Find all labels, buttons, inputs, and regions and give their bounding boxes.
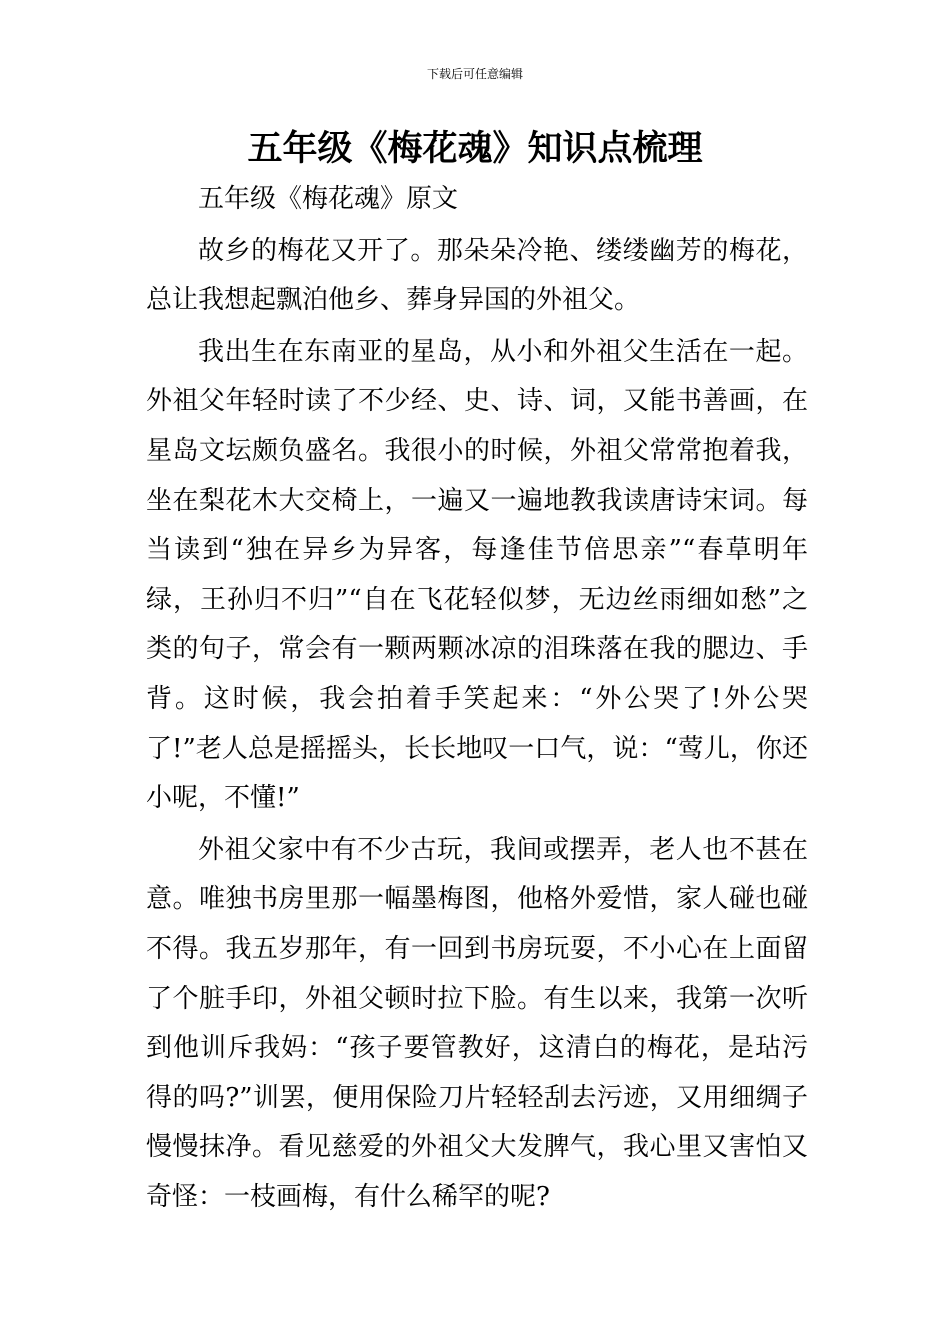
paragraph: 我出生在东南亚的星岛，从小和外祖父生活在一起。外祖父年轻时读了不少经、史、诗、词，又能书善画，在星岛文坛颇负盛名。我很小的时候，外祖父常常抱着我，坐在梨花木大交椅上，一遍又一遍地教我读唐诗宋词。每当读到“独在异乡为异客，每逢佳节倍思亲”“春草明年绿，王孙归不归”“自在飞花轻似梦，无边丝雨细如愁”之类的句子，常会有一颗两颗冰凉的泪珠落在我的腮边、手背。这时候，我会拍着手笑起来：“外公哭了!外公哭了!”老人总是摇摇头，长长地叹一口气，说：“莺儿，你还小呢，不懂!”: [146, 336, 808, 814]
document-subtitle: 五年级《梅花魂》原文: [198, 184, 459, 214]
document-body: [146, 175, 808, 1222]
document-title: 五年级《梅花魂》知识点梳理: [247, 129, 703, 169]
paragraph: 外祖父家中有不少古玩，我间或摆弄，老人也不甚在意。唯独书房里那一幅墨梅图，他格外爱惜，家人碰也碰不得。我五岁那年，有一回到书房玩耍，不小心在上面留了个脏手印，外祖父顿时拉下脸。有生以来，我第一次听到他训斥我妈：“孩子要管教好，这清白的梅花，是玷污得的吗?”训罢，便用保险刀片轻轻刮去污迹，又用细绸子慢慢抹净。看见慈爱的外祖父大发脾气，我心里又害怕又奇怪：一枝画梅，有什么稀罕的呢?: [146, 834, 808, 1212]
header-note: 下载后可任意编辑: [426, 67, 523, 81]
paragraph: 故乡的梅花又开了。那朵朵冷艳、缕缕幽芳的梅花，总让我想起飘泊他乡、葬身异国的外祖父。: [146, 235, 808, 316]
